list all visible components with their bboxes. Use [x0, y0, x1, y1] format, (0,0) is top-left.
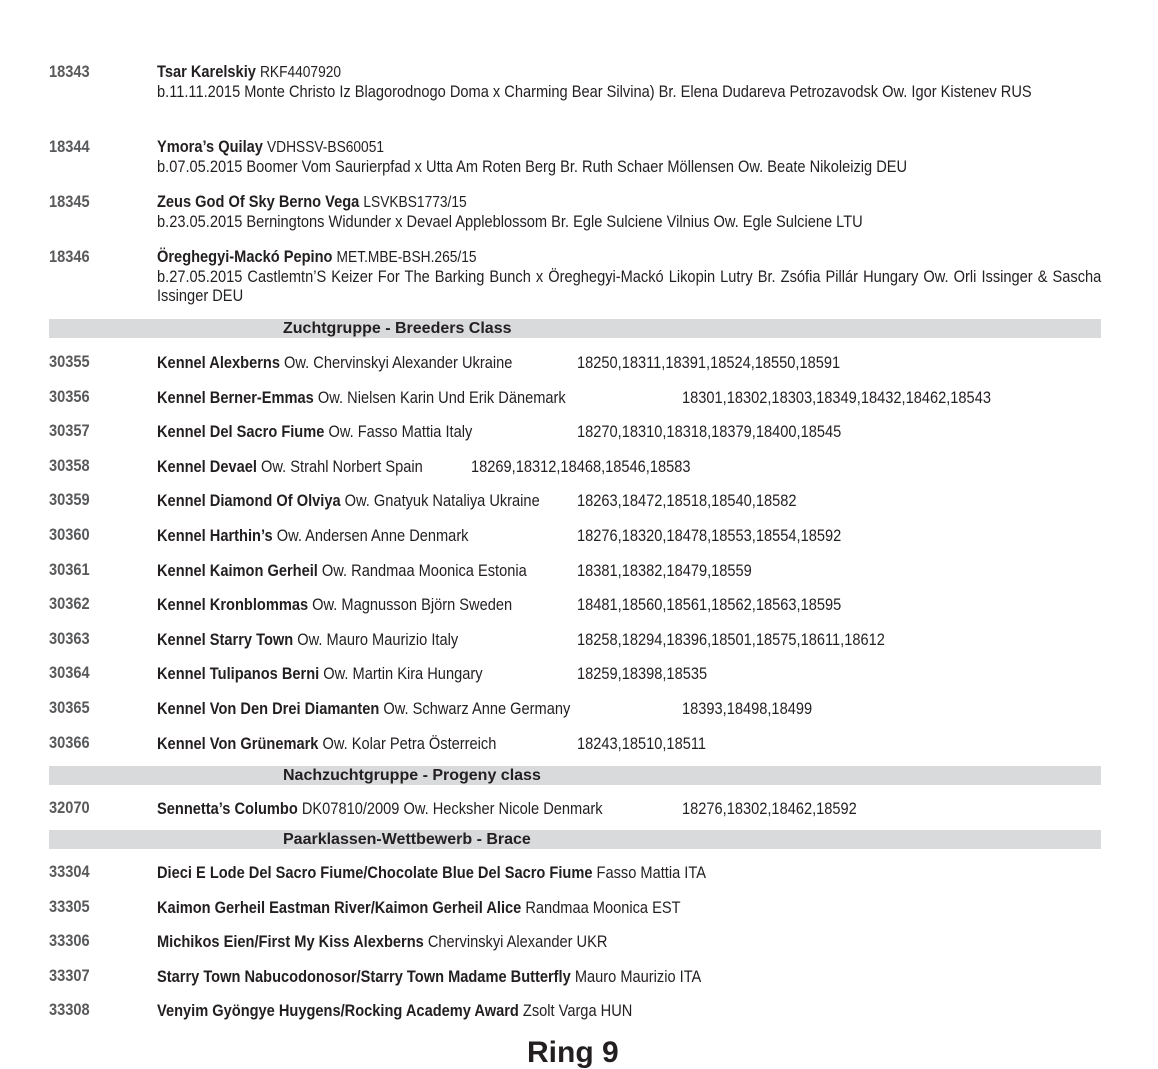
entry-number: 30365: [49, 698, 90, 717]
dog-entry: [157, 137, 1101, 176]
catalog-numbers: 18263,18472,18518,18540,18582: [577, 491, 797, 511]
catalog-numbers: 18393,18498,18499: [682, 699, 813, 718]
entry-number: 30358: [49, 455, 90, 475]
kennel-owner: Ow. Kolar Petra Österreich: [322, 733, 497, 753]
breeder-entry: [157, 388, 566, 408]
breeder-entry: [157, 526, 469, 546]
kennel-owner: Ow. Schwarz Anne Germany: [383, 699, 571, 718]
dog-entry: [157, 192, 1101, 231]
kennel-owner: Ow. Andersen Anne Denmark: [276, 526, 469, 545]
section-title: Zuchtgruppe - Breeders Class: [283, 320, 512, 337]
breeder-entry: [157, 561, 527, 581]
catalog-numbers: 18270,18310,18318,18379,18400,18545: [577, 422, 842, 442]
brace-owner: Chervinskyi Alexander UKR: [427, 932, 608, 951]
breeder-entry: [157, 630, 458, 650]
dog-name: Ymora’s Quilay VDHSSV-BS60051: [157, 137, 385, 156]
entry-number: 30356: [49, 386, 90, 406]
entry-number: 30362: [49, 594, 90, 614]
entry-number: 33306: [49, 931, 90, 950]
progeny-entry: [157, 799, 603, 819]
breeder-entry: [157, 491, 540, 511]
dog-name: Tsar Karelskiy RKF4407920: [157, 62, 342, 81]
catalog-numbers: 18250,18311,18391,18524,18550,18591: [577, 353, 841, 372]
section-header-brace: [49, 830, 1101, 849]
brace-owner: Zsolt Varga HUN: [522, 1001, 633, 1020]
kennel-name: Kennel Von Grünemark: [157, 733, 319, 753]
entry-number: 18345: [49, 192, 90, 211]
kennel-name: Kennel Alexberns: [157, 353, 280, 372]
breeder-entry: [157, 353, 512, 373]
registration: LSVKBS1773/15: [363, 194, 467, 211]
section-title: Paarklassen-Wettbewerb - Brace: [283, 831, 531, 848]
registration: RKF4407920: [259, 64, 342, 81]
page-footer: Ring 9: [527, 1036, 619, 1069]
entry-number: 30363: [49, 628, 90, 648]
brace-names: Dieci E Lode Del Sacro Fiume/Chocolate Blue Del Sacro Fiume: [157, 863, 593, 882]
brace-entry: [157, 1001, 632, 1021]
entry-number: 18343: [49, 62, 90, 81]
kennel-owner: Ow. Randmaa Moonica Estonia: [321, 560, 527, 580]
dog-entry: [157, 62, 1101, 101]
entry-number: 18346: [49, 247, 90, 266]
kennel-name: Kennel Berner-Emmas: [157, 387, 314, 407]
entry-number: 32070: [49, 798, 90, 817]
kennel-owner: Ow. Magnusson Björn Sweden: [312, 595, 513, 615]
catalog-numbers: 18243,18510,18511: [577, 733, 707, 753]
kennel-name: Kennel Von Den Drei Diamanten: [157, 699, 380, 718]
entry-number: 30360: [49, 525, 90, 544]
brace-entry: [157, 898, 681, 918]
registration: VDHSSV-BS60051: [266, 139, 385, 156]
brace-names: Starry Town Nabucodonosor/Starry Town Madame Butterfly: [157, 966, 571, 986]
brace-names: Kaimon Gerheil Eastman River/Kaimon Gerheil Alice: [157, 897, 522, 917]
catalog-numbers: 18259,18398,18535: [577, 664, 708, 684]
dog-name: Öreghegyi-Mackó Pepino MET.MBE-BSH.265/15: [157, 247, 477, 266]
catalog-numbers: 18258,18294,18396,18501,18575,18611,18612: [577, 629, 885, 649]
catalog-numbers: 18276,18320,18478,18553,18554,18592: [577, 526, 842, 545]
dog-details: b.23.05.2015 Berningtons Widunder x Devael Appleblossom Br. Egle Sulciene Vilnius Ow. Egle Sulciene LTU: [157, 212, 863, 231]
entry-number: 33304: [49, 862, 90, 881]
dog-name: Zeus God Of Sky Berno Vega LSVKBS1773/15: [157, 192, 467, 211]
brace-names: Venyim Gyöngye Huygens/Rocking Academy Award: [157, 1001, 519, 1020]
entry-number: 18344: [49, 137, 90, 156]
brace-entry: [157, 932, 607, 952]
brace-names: Michikos Eien/First My Kiss Alexberns: [157, 932, 424, 951]
breeder-entry: [157, 595, 512, 615]
catalog-numbers: 18481,18560,18561,18562,18563,18595: [577, 595, 842, 615]
brace-owner: Mauro Maurizio ITA: [574, 966, 702, 986]
entry-catalog-numbers: 18276,18302,18462,18592: [682, 799, 857, 818]
dog-entry: [157, 247, 1101, 305]
dog-details: b.07.05.2015 Boomer Vom Saurierpfad x Utta Am Roten Berg Br. Ruth Schaer Möllensen Ow. Beate Nikoleizig DEU: [157, 157, 908, 176]
breeder-entry: [157, 457, 423, 477]
kennel-owner: Ow. Fasso Mattia Italy: [328, 422, 473, 442]
kennel-owner: Ow. Martin Kira Hungary: [323, 664, 483, 684]
kennel-name: Kennel Kronblommas: [157, 595, 309, 615]
kennel-name: Kennel Del Sacro Fiume: [157, 422, 325, 442]
section-header-breeders: [49, 319, 1101, 338]
entry-number: 30364: [49, 663, 90, 683]
section-header-progeny: [49, 766, 1101, 785]
kennel-name: Kennel Tulipanos Berni: [157, 664, 320, 684]
dog-details: b.11.11.2015 Monte Christo Iz Blagorodnogo Doma x Charming Bear Silvina) Br. Elena Dudareva Petrozavodsk Ow. Igor Kistenev RUS: [157, 82, 1032, 101]
kennel-owner: Ow. Strahl Norbert Spain: [261, 456, 423, 476]
kennel-owner: Ow. Nielsen Karin Und Erik Dänemark: [317, 387, 566, 407]
catalog-numbers: 18381,18382,18479,18559: [577, 560, 752, 580]
section-title: Nachzuchtgruppe - Progeny class: [283, 767, 541, 784]
kennel-name: Kennel Starry Town: [157, 629, 294, 649]
kennel-name: Kennel Harthin’s: [157, 526, 273, 545]
entry-number: 30355: [49, 352, 90, 371]
entry-number: 33307: [49, 965, 90, 985]
kennel-owner: Ow. Gnatyuk Nataliya Ukraine: [344, 491, 540, 511]
brace-entry: [157, 967, 701, 987]
brace-owner: Fasso Mattia ITA: [596, 863, 706, 882]
kennel-name: Kennel Devael: [157, 456, 257, 476]
kennel-name: Kennel Diamond Of Olviya: [157, 491, 341, 511]
entry-number: 30361: [49, 559, 90, 579]
entry-number: 33308: [49, 1000, 90, 1019]
breeder-entry: [157, 734, 496, 754]
entry-name: Sennetta’s Columbo: [157, 799, 298, 818]
kennel-owner: Ow. Chervinskyi Alexander Ukraine: [284, 353, 513, 372]
registration: MET.MBE-BSH.265/15: [336, 249, 477, 266]
catalog-numbers: 18301,18302,18303,18349,18432,18462,18543: [682, 387, 991, 407]
brace-entry: [157, 863, 706, 883]
entry-number: 30359: [49, 490, 90, 510]
entry-number: 33305: [49, 896, 90, 916]
dog-details: b.27.05.2015 Castlemtn’S Keizer For The Barking Bunch x Öreghegyi-Mackó Likopin Lutry Br. Zsófia Pillár Hungary Ow. Orli Issinger & Sascha Issinger DEU: [157, 267, 1102, 305]
breeder-entry: [157, 664, 483, 684]
breeder-entry: [157, 422, 472, 442]
catalog-numbers: 18269,18312,18468,18546,18583: [471, 456, 691, 476]
breeder-entry: [157, 699, 570, 719]
entry-owner: DK07810/2009 Ow. Hecksher Nicole Denmark: [301, 799, 603, 818]
brace-owner: Randmaa Moonica EST: [525, 897, 681, 917]
entry-number: 30357: [49, 421, 90, 441]
kennel-owner: Ow. Mauro Maurizio Italy: [297, 629, 459, 649]
kennel-name: Kennel Kaimon Gerheil: [157, 560, 318, 580]
entry-number: 30366: [49, 732, 90, 752]
